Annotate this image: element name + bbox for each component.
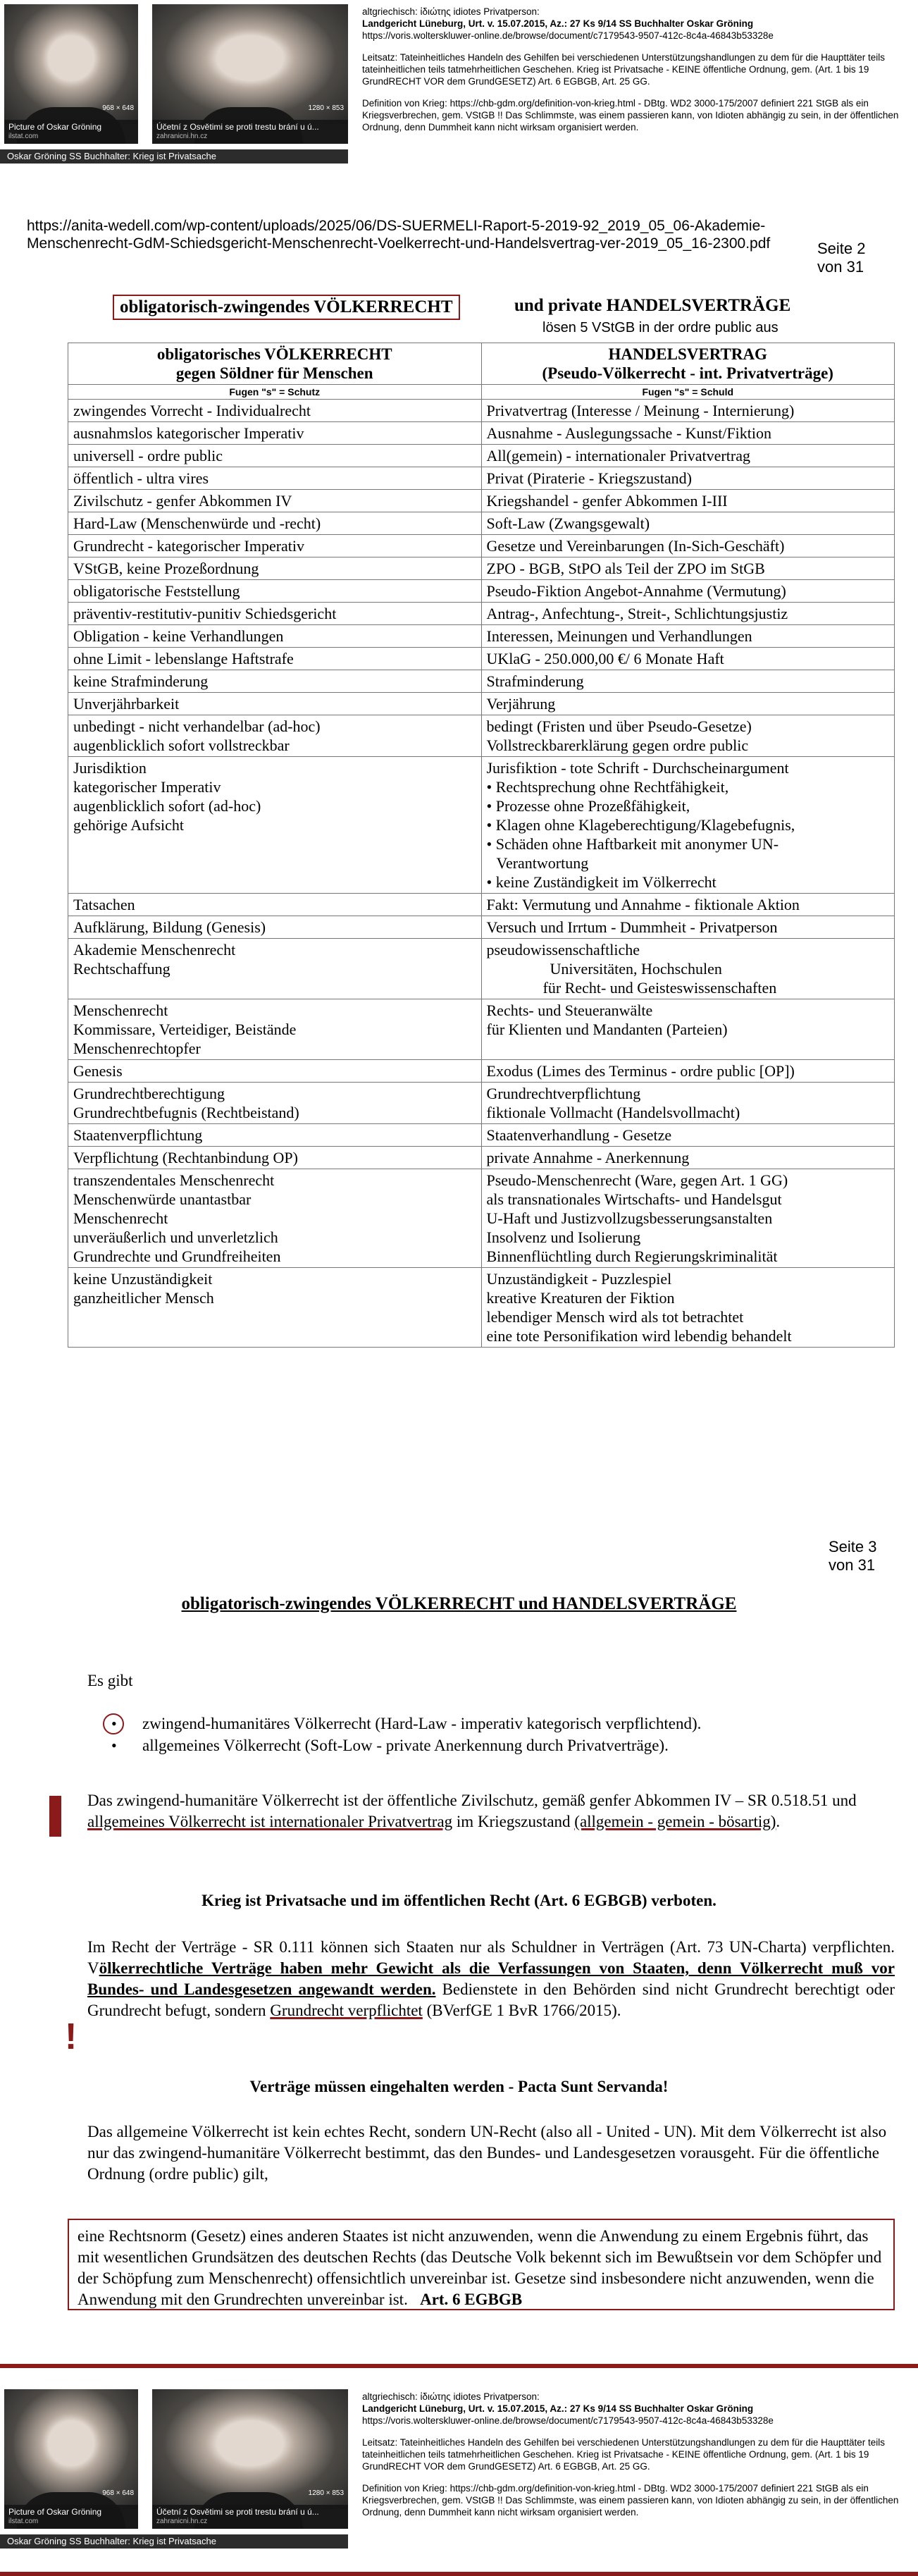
cell-handelsvertrag: Privatvertrag (Interesse / Meinung - Internierung) — [481, 400, 895, 422]
image-size: 968 × 648 — [102, 2489, 134, 2497]
margin-bar — [49, 1796, 61, 1837]
cell-handelsvertrag: UKlaG - 250.000,00 €/ 6 Monate Haft — [481, 648, 895, 670]
image-size: 1280 × 853 — [308, 104, 344, 112]
definition: Definition von Krieg: https://chb-gdm.org/definition-von-krieg.html - DBtg. WD2 3000-175/2007 definiert 221 StGB als ein Kriegsverbrechen, gem. VStGB !! Das Schlimmste, was einem passieren kann, von Idioten abhängig zu sein, in der öffentlichen Ordnung, denn Dummheit kann nicht wirksam organisiert werden. — [362, 2483, 899, 2518]
section-title-boxed: obligatorisch-zwingendes VÖLKERRECHT — [113, 295, 460, 320]
leitsatz: Leitsatz: Tateinheitliches Handeln des Gehilfen bei verschiedenen Unterstützungshandlungen zu dem für die Haupttäter teils tateinheitlichen teils tatmehrheitlichen Geschehen. Krieg ist Privatsache - KEINE öffentliche Ordnung, gem. (Art. 1 bis 19 GrundRECHT VOR dem GrundGESETZ) Art. 6 EGBGB, Art. 25 GG. — [362, 2437, 885, 2472]
image-caption: Picture of Oskar Gröning ilstat.com — [4, 120, 138, 144]
cell-voelkerrecht: VStGB, keine Prozeßordnung — [68, 557, 482, 580]
cell-handelsvertrag: Ausnahme - Auslegungssache - Kunst/Fiktion — [481, 422, 895, 445]
cell-handelsvertrag: Antrag-, Anfechtung-, Streit-, Schlichtungsjustiz — [481, 603, 895, 625]
heading-pacta: Verträge müssen eingehalten werden - Pacta Sunt Servanda! — [249, 2078, 669, 2095]
table-row: Jurisdiktion kategorischer Imperativ augenblicklich sofort (ad-hoc) gehörige Aufsicht Jurisfiktion - tote Schrift - Durchscheinargument • Rechtsprechung ohne Rechtfähigkeit, • Prozesse ohne Prozeßfähigkeit, • Klagen ohne Klageberechtigung/Klagebefugnis, • Schäden ohne Haftbarkeit mit anonymer UN- Verantwortung • keine Zuständigkeit im Völkerrecht — [68, 757, 895, 894]
photo-oskar-groening-1[interactable] — [4, 2389, 138, 2529]
paragraph-vertraege: Im Recht der Verträge - SR 0.111 können sich Staaten nur als Schuldner in Verträgen (Art. 73 UN-Charta) verpflichten. Völkerrechtliche Verträge haben mehr Gewicht als die Verfassungen von Staaten, denn Völkerrecht muß vor Bundes- und Landesgesetzen angewandt werden. Bedienstete in den Behörden sind nicht Grundrecht berechtigt oder Grundrecht befugt, sondern Grundrecht verpflichtet (BVerfGE 1 BvR 1766/2015). — [87, 1938, 895, 2019]
cell-handelsvertrag: Privat (Piraterie - Kriegszustand) — [481, 467, 895, 490]
table-row — [68, 603, 895, 625]
table-row: Verpflichtung (Rechtanbindung OP) private Annahme - Anerkennung — [68, 1147, 895, 1169]
cell-handelsvertrag: Soft-Law (Zwangsgewalt) — [481, 512, 895, 535]
banner-strip: Oskar Gröning SS Buchhalter: Krieg ist Privatsache — [0, 2534, 348, 2549]
voris-link[interactable]: https://voris.wolterskluwer-online.de/browse/document/c7179543-9507-412c-8c4a-46843b53328e — [362, 2415, 774, 2426]
bottom-banner — [0, 2364, 918, 2576]
list-item: • allgemeines Völkerrecht (Soft-Low - private Anerkennung durch Privatverträge). — [106, 1734, 701, 1756]
paragraph-voelkerrecht: Das zwingend-humanitäre Völkerrecht ist der öffentliche Zivilschutz, gemäß genfer Abkommen IV – SR 0.518.51 und allgemeines Völkerrecht ist internationaler Privatvertrag im Kriegszustand (allgemein - gemein - bösartig). — [87, 1792, 857, 1830]
table-row — [68, 670, 895, 693]
table-row: Grundrechtberechtigung Grundrechtbefugnis (Rechtbeistand) Grundrechtverpflichtung fiktionale Vollmacht (Handelsvollmacht) — [68, 1083, 895, 1124]
table-row — [68, 625, 895, 648]
page-number-2: Seite 2 von 31 — [817, 240, 866, 276]
left-header: obligatorisches VÖLKERRECHT gegen Söldner für Menschen — [68, 343, 482, 385]
cell-handelsvertrag: Verjährung — [481, 693, 895, 715]
comparison-table — [68, 343, 895, 1348]
table-row: Aufklärung, Bildung (Genesis) Versuch und Irrtum - Dummheit - Privatperson — [68, 916, 895, 939]
table-row — [68, 445, 895, 467]
bullet-icon: • — [111, 1715, 117, 1732]
paragraph-allgemein: Das allgemeine Völkerrecht ist kein echtes Recht, sondern UN-Recht (also all - United - UN). Mit dem Völkerrecht ist also nur das zwingend-humanitäre Völkerrecht bestimmt, das den Bundes- und Landesgesetzen vorausgeht. Für die öffentliche Ordnung (ordre public) gilt, — [87, 2123, 887, 2183]
cell-voelkerrecht: universell - ordre public — [68, 445, 482, 467]
table-row — [68, 648, 895, 670]
cell-voelkerrecht: obligatorische Feststellung — [68, 580, 482, 603]
definition: Definition von Krieg: https://chb-gdm.org/definition-von-krieg.html - DBtg. WD2 3000-175/2007 definiert 221 StGB als ein Kriegsverbrechen, gem. VStGB !! Das Schlimmste, was einem passieren kann, von Idioten abhängig zu sein, in der öffentlichen Ordnung, denn Dummheit kann nicht wirksam organisiert werden. — [362, 98, 899, 133]
cell-handelsvertrag: Interessen, Meinungen und Verhandlungen — [481, 625, 895, 648]
ordre-public-box: eine Rechtsnorm (Gesetz) eines anderen Staates ist nicht anzuwenden, wenn die Anwendung zu einem Ergebnis führt, das mit wesentlichen Grundsätzen des deutschen Rechts (das Deutsche Volk bekennt sich im Bewußtsein vor dem Schöpfer und der Schöpfung zum Menschenrecht) offensichtlich unvereinbar ist. Gesetze sind insbesondere nicht anzuwenden, wenn die Anwendung mit den Grundrechten unvereinbar ist. Art. 6 EGBGB — [68, 2219, 895, 2310]
cell-voelkerrecht: Hard-Law (Menschenwürde und -recht) — [68, 512, 482, 535]
leitsatz: Leitsatz: Tateinheitliches Handeln des Gehilfen bei verschiedenen Unterstützungshandlungen zu dem für die Haupttäter teils tateinheitlichen teils tatmehrheitlichen Geschehen. Krieg ist Privatsache - KEINE öffentliche Ordnung, gem. (Art. 1 bis 19 GrundRECHT VOR dem GrundGESETZ) Art. 6 EGBGB, Art. 25 GG. — [362, 52, 885, 87]
cell-voelkerrecht: öffentlich - ultra vires — [68, 467, 482, 490]
table-row — [68, 467, 895, 490]
table-row — [68, 557, 895, 580]
right-header: HANDELSVERTRAG (Pseudo-Völkerrecht - int. Privatverträge) — [481, 343, 895, 385]
table-row — [68, 512, 895, 535]
cell-handelsvertrag: Gesetze und Vereinbarungen (In-Sich-Geschäft) — [481, 535, 895, 557]
table-row: transzendentales Menschenrecht Menschenwürde unantastbar Menschenrecht unveräußerlich und unverletzlich Grundrechte und Grundfreiheiten Pseudo-Menschenrecht (Ware, gegen Art. 1 GG) als transnationales Wirtschafts- und Handelsgut U-Haft und Justizvollzugsbesserungsanstalten Insolvenz und Isolierung Binnenflüchtling durch Regierungskriminalität — [68, 1169, 895, 1268]
table-row: Tatsachen Fakt: Vermutung und Annahme - fiktionale Aktion — [68, 894, 895, 916]
table-row — [68, 535, 895, 557]
table-row — [68, 422, 895, 445]
exclamation-icon: ! — [65, 2016, 77, 2057]
banner-strip: Oskar Gröning SS Buchhalter: Krieg ist Privatsache — [0, 149, 348, 164]
source-url[interactable]: https://anita-wedell.com/wp-content/uploads/2025/06/DS-SUERMELI-Raport-5-2019-92_2019_05_06-Akademie-Menschenrecht-GdM-Schiedsgericht-Menschenrecht-Voelkerrecht-und-Handelsvertrag-ver-2019_05_16-2300.pdf — [27, 218, 771, 252]
bullet-list — [106, 1713, 701, 1756]
table-row: Akademie Menschenrecht Rechtschaffung pseudowissenschaftliche Universitäten, Hochschulen für Recht- und Geisteswissenschaften — [68, 939, 895, 999]
table-row: Genesis Exodus (Limes des Terminus - ordre public [OP]) — [68, 1060, 895, 1083]
cell-handelsvertrag: Pseudo-Fiktion Angebot-Annahme (Vermutung) — [481, 580, 895, 603]
banner-text: altgriechisch: ἰδιώτης idiotes Privatperson: Landgericht Lüneburg, Urt. v. 15.07.2015, Az.: 27 Ks 9/14 SS Buchhalter Oskar Gröning https://voris.wolterskluwer-online.de/browse/document/c7179543-9507-412c-8c4a-46843b53328e Leitsatz: Tateinheitliches Handeln des Gehilfen bei verschiedenen Unterstützungshandlungen zu dem für die Haupttäter teils tateinheitlichen teils tatmehrheitlichen Geschehen. Krieg ist Privatsache - KEINE öffentliche Ordnung, gem. (Art. 1 bis 19 GrundRECHT VOR dem GrundGESETZ) Art. 6 EGBGB, Art. 25 GG. Definition von Krieg: https://chb-gdm.org/definition-von-krieg.html - DBtg. WD2 3000-175/2007 definiert 221 StGB als ein Kriegsverbrechen, gem. VStGB !! Das Schlimmste, was einem passieren kann, von Idioten abhängig zu sein, in der öffentlichen Ordnung, denn Dummheit kann nicht wirksam organisiert werden. — [362, 6, 912, 143]
banner-text: altgriechisch: ἰδιώτης idiotes Privatperson: Landgericht Lüneburg, Urt. v. 15.07.2015, Az.: 27 Ks 9/14 SS Buchhalter Oskar Gröning https://voris.wolterskluwer-online.de/browse/document/c7179543-9507-412c-8c4a-46843b53328e Leitsatz: Tateinheitliches Handeln des Gehilfen bei verschiedenen Unterstützungshandlungen zu dem für die Haupttäter teils tateinheitlichen teils tatmehrheitlichen Geschehen. Krieg ist Privatsache - KEINE öffentliche Ordnung, gem. (Art. 1 bis 19 GrundRECHT VOR dem GrundGESETZ) Art. 6 EGBGB, Art. 25 GG. Definition von Krieg: https://chb-gdm.org/definition-von-krieg.html - DBtg. WD2 3000-175/2007 definiert 221 StGB als ein Kriegsverbrechen, gem. VStGB !! Das Schlimmste, was einem passieren kann, von Idioten abhängig zu sein, in der öffentlichen Ordnung, denn Dummheit kann nicht wirksam organisiert werden. — [362, 2391, 912, 2528]
cell-handelsvertrag: All(gemein) - internationaler Privatvertrag — [481, 445, 895, 467]
section3-title: obligatorisch-zwingendes VÖLKERRECHT und HANDELSVERTRÄGE — [181, 1594, 737, 1613]
image-size: 968 × 648 — [102, 104, 134, 112]
cell-voelkerrecht: Grundrecht - kategorischer Imperativ — [68, 535, 482, 557]
fugen-row: Fugen "s" = Schutz Fugen "s" = Schuld — [68, 385, 895, 400]
table-row: Staatenverpflichtung Staatenverhandlung - Gesetze — [68, 1124, 895, 1147]
cell-voelkerrecht: ohne Limit - lebenslange Haftstrafe — [68, 648, 482, 670]
image-size: 1280 × 853 — [308, 2489, 344, 2497]
image-caption: Účetní z Osvětimi se proti trestu brání u ú... zahranicni.hn.cz — [152, 120, 348, 144]
table-row: unbedingt - nicht verhandelbar (ad-hoc) augenblicklich sofort vollstreckbar bedingt (Fristen und über Pseudo-Gesetze) Vollstreckbarerklärung gegen ordre public — [68, 715, 895, 757]
bullet-icon: • — [111, 1737, 117, 1754]
cell-voelkerrecht: Unverjährbarkeit — [68, 693, 482, 715]
page-number-3: Seite 3 von 31 — [829, 1538, 877, 1574]
cell-handelsvertrag: Strafminderung — [481, 670, 895, 693]
photo-oskar-groening-1[interactable] — [4, 4, 138, 144]
image-caption: Účetní z Osvětimi se proti trestu brání u ú... zahranicni.hn.cz — [152, 2505, 348, 2529]
cell-handelsvertrag: ZPO - BGB, StPO als Teil der ZPO im StGB — [481, 557, 895, 580]
photo-oskar-groening-2[interactable] — [152, 2389, 348, 2529]
voris-link[interactable]: https://voris.wolterskluwer-online.de/browse/document/c7179543-9507-412c-8c4a-46843b53328e — [362, 30, 774, 41]
photo-oskar-groening-2[interactable] — [152, 4, 348, 144]
table-rows — [68, 400, 895, 715]
cell-voelkerrecht: zwingendes Vorrecht - Individualrecht — [68, 400, 482, 422]
table-row — [68, 400, 895, 422]
table-row — [68, 580, 895, 603]
section-title-rest: und private HANDELSVERTRÄGE — [514, 296, 791, 315]
cell-voelkerrecht: Obligation - keine Verhandlungen — [68, 625, 482, 648]
top-banner — [0, 0, 918, 164]
list-item: • zwingend-humanitäres Völkerrecht (Hard-Law - imperativ kategorisch verpflichtend). — [106, 1713, 701, 1734]
table-row — [68, 490, 895, 512]
cell-handelsvertrag: Kriegshandel - genfer Abkommen I-III — [481, 490, 895, 512]
table-row: keine Unzuständigkeit ganzheitlicher Mensch Unzuständigkeit - Puzzlespiel kreative Kreaturen der Fiktion lebendiger Mensch wird als tot betrachtet eine tote Personifikation wird lebendig behandelt — [68, 1268, 895, 1348]
section-subtitle: lösen 5 VStGB in der ordre public aus — [542, 320, 779, 335]
table-row — [68, 693, 895, 715]
heading-krieg: Krieg ist Privatsache und im öffentlichen Recht (Art. 6 EGBGB) verboten. — [201, 1892, 717, 1909]
es-gibt: Es gibt — [87, 1672, 133, 1689]
cell-voelkerrecht: keine Strafminderung — [68, 670, 482, 693]
image-caption: Picture of Oskar Gröning ilstat.com — [4, 2505, 138, 2529]
cell-voelkerrecht: Zivilschutz - genfer Abkommen IV — [68, 490, 482, 512]
table-header — [68, 343, 895, 385]
table-row: Menschenrecht Kommissare, Verteidiger, Beistände Menschenrechtopfer Rechts- und Steueranwälte für Klienten und Mandanten (Parteien) — [68, 999, 895, 1060]
cell-voelkerrecht: präventiv-restitutiv-punitiv Schiedsgericht — [68, 603, 482, 625]
cell-voelkerrecht: ausnahmslos kategorischer Imperativ — [68, 422, 482, 445]
